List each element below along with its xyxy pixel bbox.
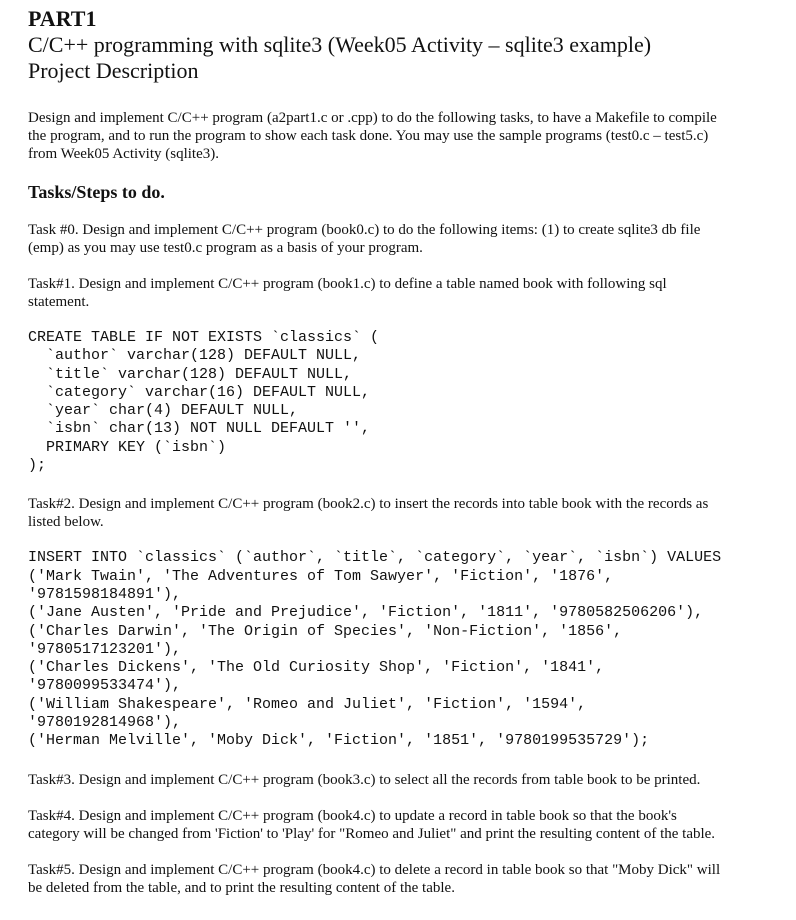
task4-paragraph — [28, 807, 788, 843]
code-line: ('Herman Melville', 'Moby Dick', 'Fiction', '1851', '9780199535729'); — [28, 732, 650, 750]
task4-line: category will be changed from 'Fiction' to 'Play' for "Romeo and Juliet" and print the resulting content of the table. — [28, 825, 716, 842]
task5-line: Task#5. Design and implement C/C++ program (book4.c) to delete a record in table book so that "Moby Dick" will — [28, 861, 721, 878]
intro-line: Design and implement C/C++ program (a2part1.c or .cpp) to do the following tasks, to have a Makefile to compile — [28, 110, 717, 126]
tasks-heading: Tasks/Steps to do. — [28, 182, 165, 202]
document-title: C/C++ programming with sqlite3 (Week05 Activity – sqlite3 example) — [28, 32, 652, 57]
code-line: ); — [28, 457, 47, 475]
intro-paragraph — [28, 109, 788, 163]
code-line: `category` varchar(16) DEFAULT NULL, — [28, 383, 371, 401]
task2-paragraph — [28, 495, 788, 531]
task0-line: (emp) as you may use test0.c program as a basis of your program. — [28, 240, 423, 256]
task5-line: be deleted from the table, and to print the resulting content of the table. — [28, 879, 455, 896]
task2-line: listed below. — [28, 514, 104, 531]
task0-line: Task #0. Design and implement C/C++ program (book0.c) to do the following items: (1) to create sqlite3 db file — [28, 222, 701, 238]
code-line: `isbn` char(13) NOT NULL DEFAULT '', — [28, 420, 371, 438]
code-line: '9780099533474'), — [28, 677, 182, 695]
code-line: ('Jane Austen', 'Pride and Prejudice', 'Fiction', '1811', '9780582506206'), — [28, 604, 704, 622]
code-line: `year` char(4) DEFAULT NULL, — [28, 402, 299, 420]
code-line: ('Mark Twain', 'The Adventures of Tom Sawyer', 'Fiction', '1876', — [28, 567, 614, 585]
task0-paragraph — [28, 221, 788, 257]
code-line: PRIMARY KEY (`isbn`) — [28, 438, 227, 456]
intro-line: the program, and to run the program to show each task done. You may use the sample programs (test0.c – test5.c) — [28, 128, 709, 144]
code-line: CREATE TABLE IF NOT EXISTS `classics` ( — [28, 329, 380, 346]
task2-line: Task#2. Design and implement C/C++ program (book2.c) to insert the records into table book with the records as — [28, 496, 709, 513]
document-page — [28, 0, 788, 897]
code-line: INSERT INTO `classics` (`author`, `title`, `category`, `year`, `isbn`) VALUES — [28, 549, 722, 567]
insert-records-code — [28, 549, 788, 750]
document-subtitle: Project Description — [28, 58, 199, 83]
create-table-code — [28, 329, 788, 475]
code-line: `author` varchar(128) DEFAULT NULL, — [28, 347, 362, 365]
code-line: ('Charles Dickens', 'The Old Curiosity Shop', 'Fiction', '1841', — [28, 659, 605, 677]
code-line: ('William Shakespeare', 'Romeo and Juliet', 'Fiction', '1594', — [28, 695, 587, 713]
task1-line: statement. — [28, 294, 90, 310]
task1-line: Task#1. Design and implement C/C++ program (book1.c) to define a table named book with following sql — [28, 276, 667, 292]
task5-paragraph — [28, 861, 788, 897]
task4-line: Task#4. Design and implement C/C++ program (book4.c) to update a record in table book so that the book's — [28, 807, 677, 824]
part-heading: PART1 — [28, 6, 97, 31]
code-line: '9780517123201'), — [28, 640, 182, 658]
intro-line: from Week05 Activity (sqlite3). — [28, 146, 219, 162]
code-line: ('Charles Darwin', 'The Origin of Species', 'Non-Fiction', '1856', — [28, 622, 623, 640]
code-line: '9780192814968'), — [28, 714, 182, 732]
code-line: '9781598184891'), — [28, 585, 182, 603]
code-line: `title` varchar(128) DEFAULT NULL, — [28, 365, 353, 383]
task3-paragraph: Task#3. Design and implement C/C++ program (book3.c) to select all the records from table book to be printed. — [28, 771, 701, 788]
task1-paragraph — [28, 275, 788, 311]
